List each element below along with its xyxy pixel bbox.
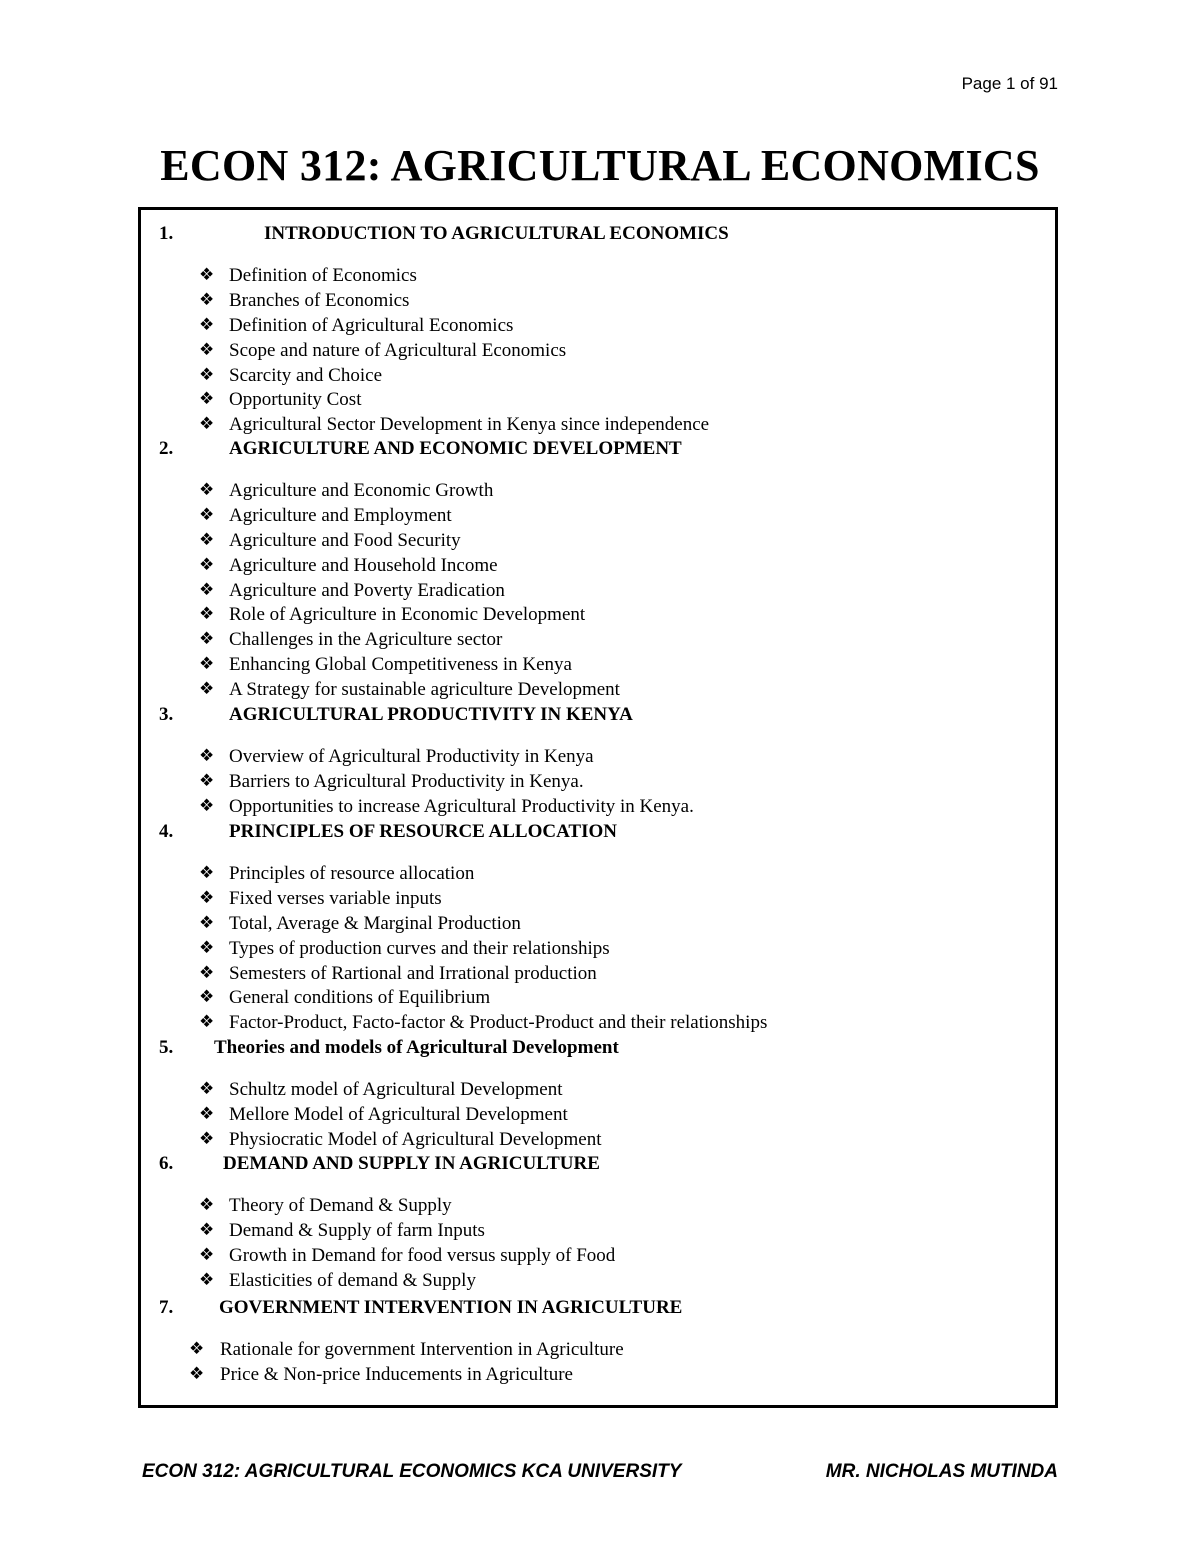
topic-text: Challenges in the Agriculture sector xyxy=(229,629,503,651)
section-heading xyxy=(141,438,1055,464)
list-item xyxy=(141,480,1055,505)
topic-text: Agricultural Sector Development in Kenya since independence xyxy=(229,414,710,436)
section-title: DEMAND AND SUPPLY IN AGRICULTURE xyxy=(223,1153,600,1174)
toc-section xyxy=(141,1037,1055,1154)
diamond-bullet-icon: ❖ xyxy=(199,679,215,699)
diamond-bullet-icon: ❖ xyxy=(199,1128,215,1148)
diamond-bullet-icon: ❖ xyxy=(199,1219,215,1239)
diamond-bullet-icon: ❖ xyxy=(199,529,215,549)
list-item xyxy=(141,414,1055,439)
list-item xyxy=(141,679,1055,704)
section-number: 6. xyxy=(159,1153,174,1174)
diamond-bullet-icon: ❖ xyxy=(199,265,215,284)
section-heading xyxy=(141,1297,1055,1323)
list-item xyxy=(141,530,1055,555)
diamond-bullet-icon: ❖ xyxy=(199,1195,215,1214)
list-item xyxy=(141,771,1055,796)
section-title: PRINCIPLES OF RESOURCE ALLOCATION xyxy=(229,821,617,842)
list-item xyxy=(141,654,1055,679)
topic-text: Overview of Agricultural Productivity in Kenya xyxy=(229,746,594,767)
toc-section xyxy=(141,704,1055,821)
topic-text: Total, Average & Marginal Production xyxy=(229,912,521,934)
diamond-bullet-icon: ❖ xyxy=(199,1012,215,1032)
topic-text: A Strategy for sustainable agriculture Development xyxy=(229,679,620,701)
list-item xyxy=(141,1012,1055,1037)
diamond-bullet-icon: ❖ xyxy=(189,1363,205,1383)
list-item xyxy=(141,1364,1055,1389)
section-number: 1. xyxy=(159,223,174,244)
diamond-bullet-icon: ❖ xyxy=(199,414,215,434)
topic-text: Scope and nature of Agricultural Economics xyxy=(229,339,567,361)
topic-text: Demand & Supply of farm Inputs xyxy=(229,1219,485,1241)
topic-text: Agriculture and Employment xyxy=(229,504,452,526)
footer-course: ECON 312: AGRICULTURAL ECONOMICS KCA UNIVERSITY xyxy=(142,1461,682,1482)
topic-list xyxy=(141,1079,1055,1154)
diamond-bullet-icon: ❖ xyxy=(199,504,215,524)
topic-text: Opportunity Cost xyxy=(229,389,362,411)
list-item xyxy=(141,963,1055,988)
topic-text: Principles of resource allocation xyxy=(229,863,475,884)
topic-text: Enhancing Global Competitiveness in Kenya xyxy=(229,654,572,676)
topic-list xyxy=(141,265,1055,439)
section-heading xyxy=(141,1037,1055,1063)
list-item xyxy=(141,389,1055,414)
section-number: 5. xyxy=(159,1037,174,1058)
page-footer xyxy=(142,1461,1058,1483)
section-heading xyxy=(141,1153,1055,1179)
diamond-bullet-icon: ❖ xyxy=(199,389,215,409)
list-item xyxy=(141,555,1055,580)
list-item xyxy=(141,505,1055,530)
section-title: AGRICULTURAL PRODUCTIVITY IN KENYA xyxy=(229,704,633,725)
list-item xyxy=(141,987,1055,1012)
diamond-bullet-icon: ❖ xyxy=(199,1244,215,1264)
topic-text: Growth in Demand for food versus supply of Food xyxy=(229,1244,616,1266)
diamond-bullet-icon: ❖ xyxy=(199,554,215,574)
diamond-bullet-icon: ❖ xyxy=(199,654,215,674)
diamond-bullet-icon: ❖ xyxy=(199,1079,215,1098)
topic-text: Definition of Economics xyxy=(229,265,417,286)
diamond-bullet-icon: ❖ xyxy=(199,937,215,957)
topic-list xyxy=(141,1195,1055,1295)
topic-text: General conditions of Equilibrium xyxy=(229,987,491,1009)
topic-text: Price & Non-price Inducements in Agriculture xyxy=(220,1363,573,1385)
topic-text: Opportunities to increase Agricultural Productivity in Kenya. xyxy=(229,795,694,817)
topic-text: Types of production curves and their relationships xyxy=(229,937,610,959)
toc-section xyxy=(141,821,1055,1037)
section-heading xyxy=(141,821,1055,847)
section-number: 2. xyxy=(159,438,174,459)
topic-text: Rationale for government Intervention in Agriculture xyxy=(220,1339,624,1360)
list-item xyxy=(141,796,1055,821)
topic-list xyxy=(141,863,1055,1037)
list-item xyxy=(141,265,1055,290)
list-item xyxy=(141,913,1055,938)
section-title: GOVERNMENT INTERVENTION IN AGRICULTURE xyxy=(219,1297,683,1318)
topic-text: Role of Agriculture in Economic Development xyxy=(229,604,586,626)
diamond-bullet-icon: ❖ xyxy=(199,314,215,334)
topic-text: Schultz model of Agricultural Development xyxy=(229,1079,563,1100)
list-item xyxy=(141,580,1055,605)
list-item xyxy=(141,1195,1055,1220)
toc-section xyxy=(141,1153,1055,1295)
toc-section xyxy=(141,438,1055,704)
list-item xyxy=(141,315,1055,340)
list-item xyxy=(141,1129,1055,1154)
diamond-bullet-icon: ❖ xyxy=(199,887,215,907)
topic-text: Physiocratic Model of Agricultural Development xyxy=(229,1128,602,1150)
topic-text: Theory of Demand & Supply xyxy=(229,1195,452,1216)
footer-author: MR. NICHOLAS MUTINDA xyxy=(825,1461,1058,1482)
diamond-bullet-icon: ❖ xyxy=(199,1103,215,1123)
section-number: 3. xyxy=(159,704,174,725)
list-item xyxy=(141,888,1055,913)
diamond-bullet-icon: ❖ xyxy=(199,770,215,790)
diamond-bullet-icon: ❖ xyxy=(199,480,215,499)
list-item xyxy=(141,365,1055,390)
list-item xyxy=(141,746,1055,771)
topic-text: Scarcity and Choice xyxy=(229,364,383,386)
section-heading xyxy=(141,223,1055,249)
list-item xyxy=(141,1220,1055,1245)
topic-text: Factor-Product, Facto-factor & Product-Product and their relationships xyxy=(229,1012,768,1034)
topic-list xyxy=(141,746,1055,821)
topic-text: Definition of Agricultural Economics xyxy=(229,314,514,336)
list-item xyxy=(141,1339,1055,1364)
diamond-bullet-icon: ❖ xyxy=(199,795,215,815)
topic-text: Agriculture and Economic Growth xyxy=(229,480,494,501)
diamond-bullet-icon: ❖ xyxy=(199,289,215,309)
diamond-bullet-icon: ❖ xyxy=(199,1269,215,1289)
topic-text: Branches of Economics xyxy=(229,289,410,311)
diamond-bullet-icon: ❖ xyxy=(199,579,215,599)
topic-text: Agriculture and Household Income xyxy=(229,554,498,576)
section-number: 4. xyxy=(159,821,174,842)
section-number: 7. xyxy=(159,1297,174,1318)
topic-text: Agriculture and Poverty Eradication xyxy=(229,579,505,601)
topic-text: Fixed verses variable inputs xyxy=(229,887,442,909)
section-title: INTRODUCTION TO AGRICULTURAL ECONOMICS xyxy=(264,223,729,244)
diamond-bullet-icon: ❖ xyxy=(199,962,215,982)
diamond-bullet-icon: ❖ xyxy=(199,987,215,1007)
topic-text: Semesters of Rartional and Irrational production xyxy=(229,962,597,984)
topic-text: Mellore Model of Agricultural Development xyxy=(229,1103,568,1125)
list-item xyxy=(141,1270,1055,1295)
list-item xyxy=(141,629,1055,654)
section-title: Theories and models of Agricultural Development xyxy=(214,1037,619,1058)
diamond-bullet-icon: ❖ xyxy=(199,604,215,624)
list-item xyxy=(141,340,1055,365)
list-item xyxy=(141,1245,1055,1270)
list-item xyxy=(141,938,1055,963)
page-number: Page 1 of 91 xyxy=(961,74,1058,93)
diamond-bullet-icon: ❖ xyxy=(199,863,215,882)
toc-section xyxy=(141,223,1055,439)
section-heading xyxy=(141,704,1055,730)
page-title: ECON 312: AGRICULTURAL ECONOMICS xyxy=(160,141,1040,190)
list-item xyxy=(141,1079,1055,1104)
topic-list xyxy=(141,1339,1055,1389)
toc-section xyxy=(141,1297,1055,1389)
topic-text: Elasticities of demand & Supply xyxy=(229,1269,476,1291)
section-title: AGRICULTURE AND ECONOMIC DEVELOPMENT xyxy=(229,438,682,459)
topic-text: Agriculture and Food Security xyxy=(229,529,461,551)
topic-text: Barriers to Agricultural Productivity in Kenya. xyxy=(229,770,584,792)
contents-box xyxy=(138,207,1058,1408)
topic-list xyxy=(141,480,1055,704)
diamond-bullet-icon: ❖ xyxy=(199,364,215,384)
diamond-bullet-icon: ❖ xyxy=(199,912,215,932)
list-item xyxy=(141,604,1055,629)
list-item xyxy=(141,1104,1055,1129)
diamond-bullet-icon: ❖ xyxy=(199,629,215,649)
diamond-bullet-icon: ❖ xyxy=(189,1339,205,1358)
list-item xyxy=(141,863,1055,888)
list-item xyxy=(141,290,1055,315)
diamond-bullet-icon: ❖ xyxy=(199,746,215,765)
diamond-bullet-icon: ❖ xyxy=(199,339,215,359)
